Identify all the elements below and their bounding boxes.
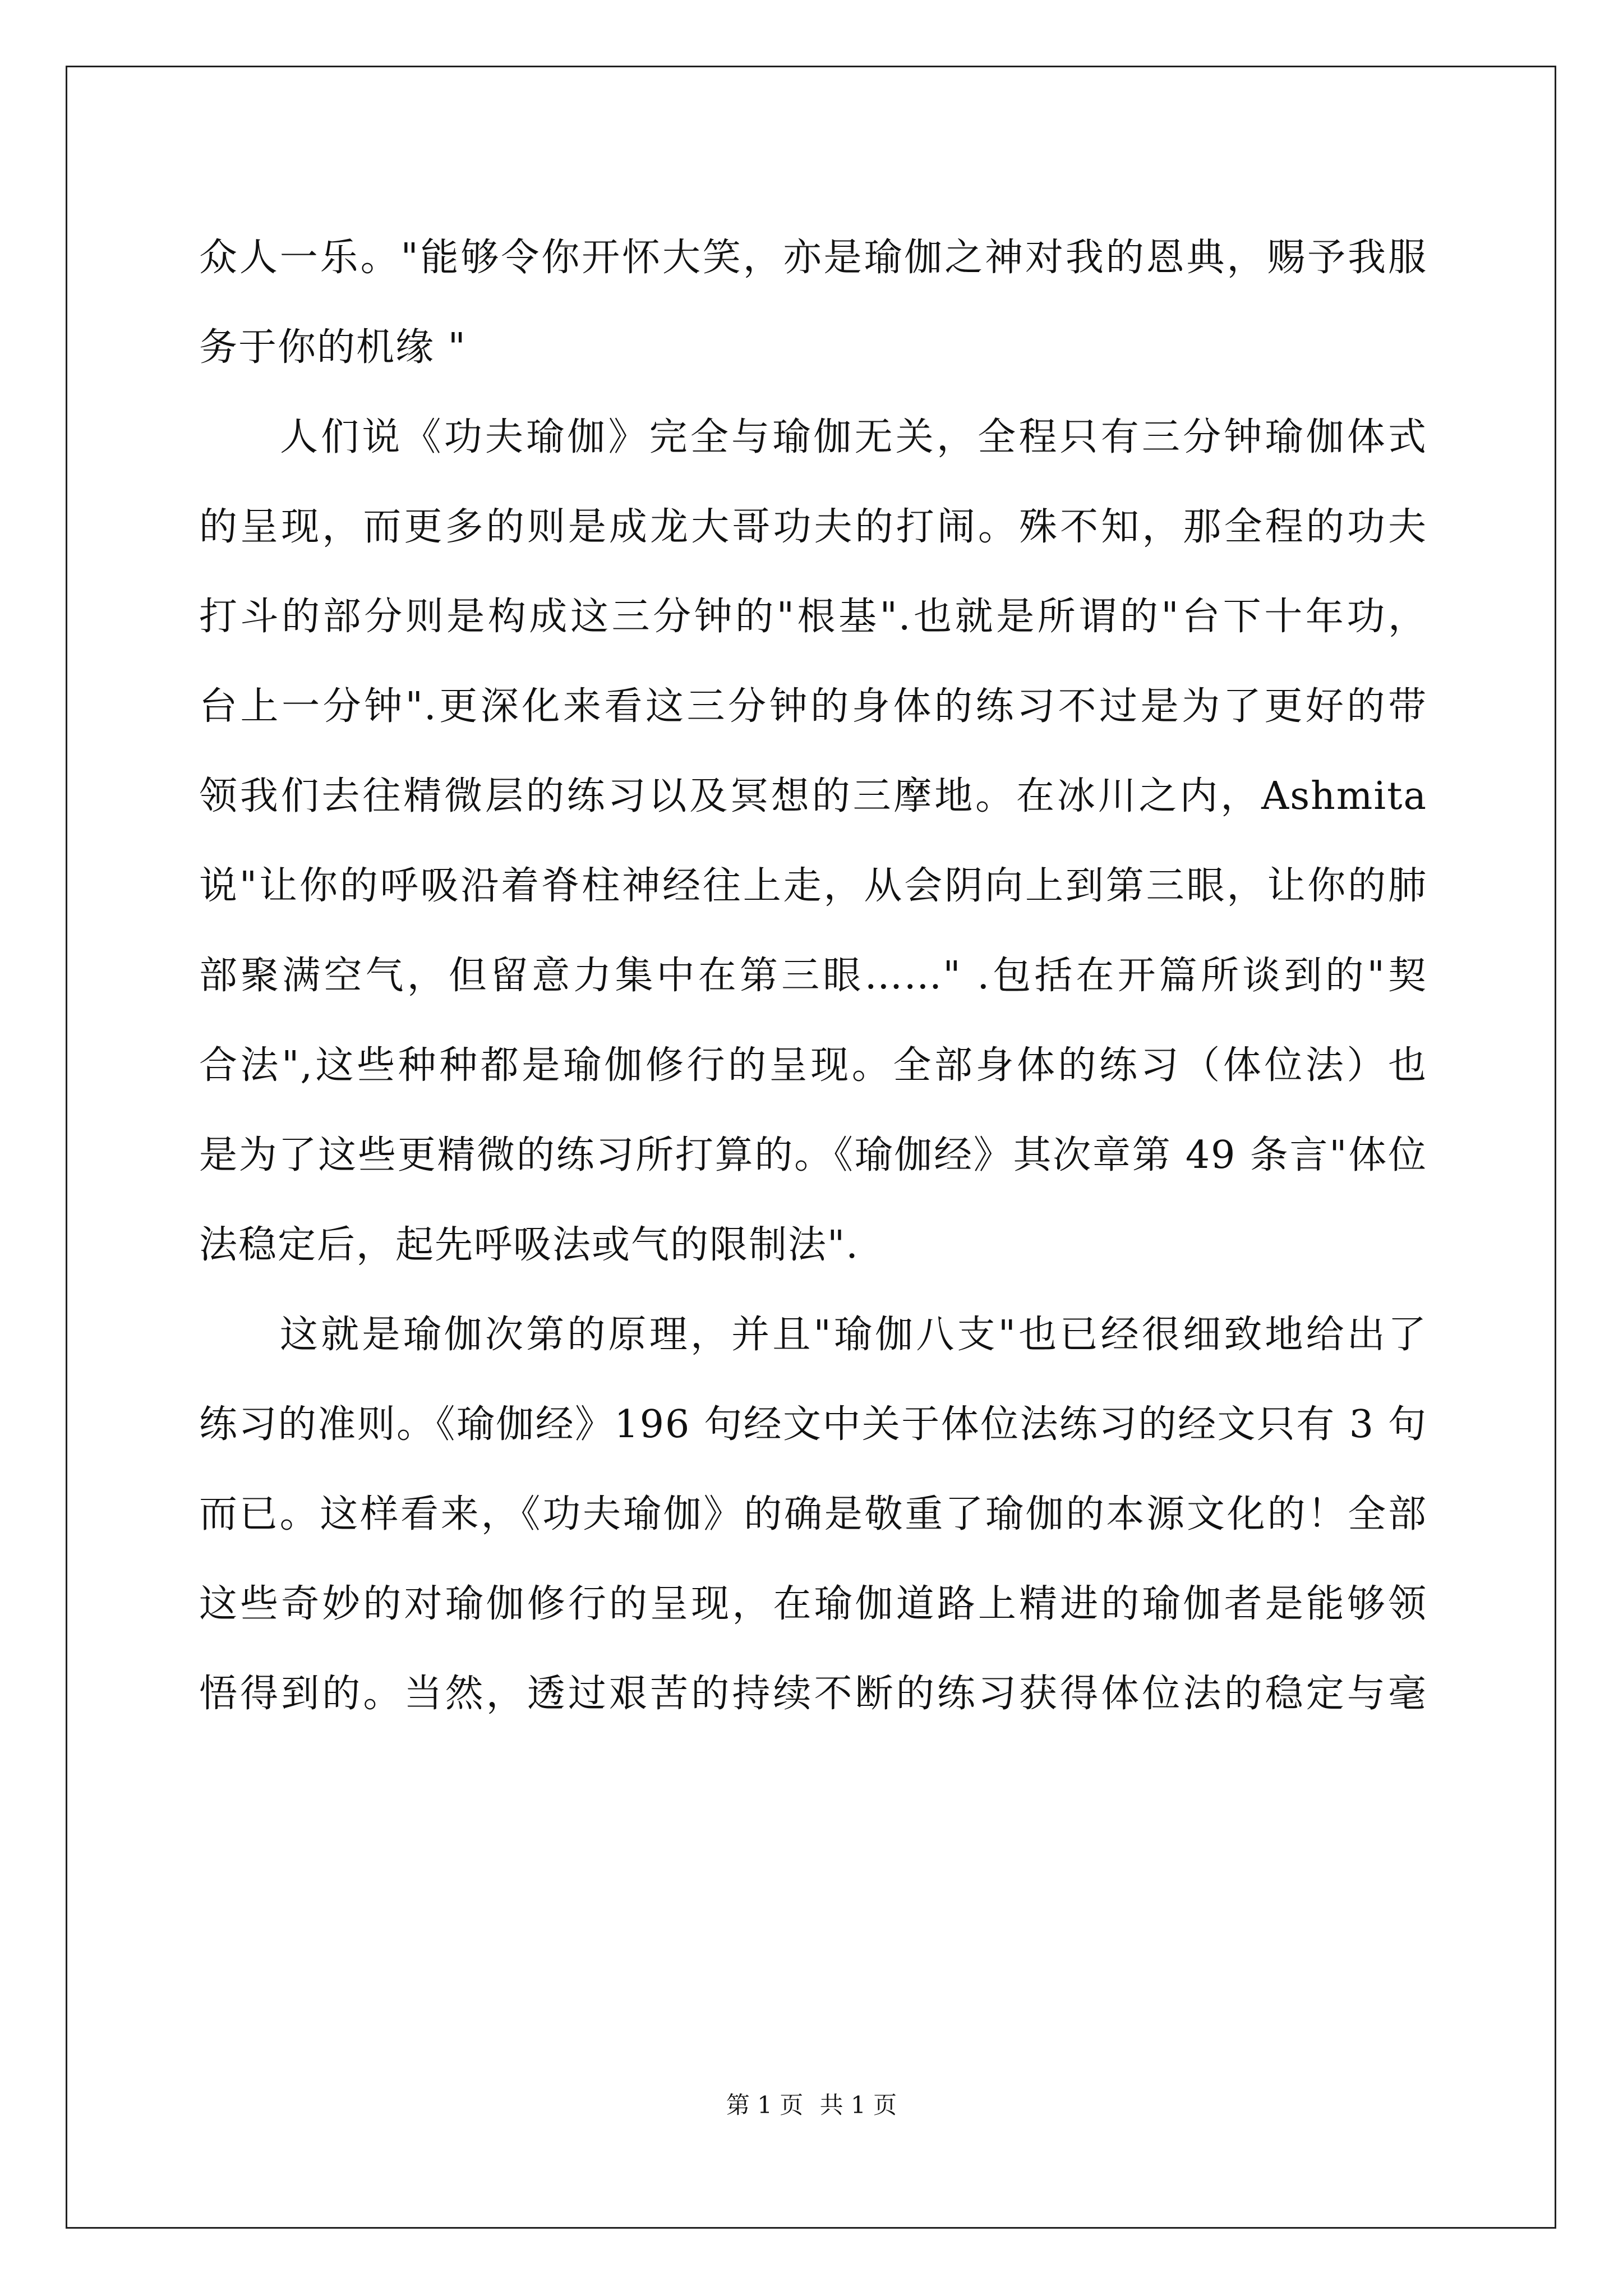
- text-line: 台上一分钟".更深化来看这三分钟的身体的练习不过是为了更好的带: [199, 684, 1427, 729]
- text-line: 说"让你的呼吸沿着脊柱神经往上走，从会阴向上到第三眼，让你的肺: [199, 864, 1427, 908]
- text-line: 这些奇妙的对瑜伽修行的呈现，在瑜伽道路上精进的瑜伽者是能够领: [199, 1582, 1427, 1626]
- paragraph-3: [199, 1290, 1427, 1739]
- text-line: 是为了这些更精微的练习所打算的。《瑜伽经》其次章第 49 条言"体位: [199, 1133, 1427, 1177]
- text-line: 人们说《功夫瑜伽》完全与瑜伽无关，全程只有三分钟瑜伽体式: [280, 415, 1427, 459]
- page-footer: [0, 2087, 1623, 2120]
- text-line: 务于你的机缘 ": [199, 325, 467, 370]
- text-line: 的呈现，而更多的则是成龙大哥功夫的打闹。殊不知，那全程的功夫: [199, 505, 1427, 549]
- text-line: 而已。这样看来，《功夫瑜伽》的确是敬重了瑜伽的本源文化的！全部: [199, 1492, 1427, 1536]
- text-line: 众人一乐。"能够令你开怀大笑，亦是瑜伽之神对我的恩典，赐予我服: [199, 236, 1427, 280]
- paragraph-1: [199, 213, 1427, 393]
- page-number: 第 1 页: [726, 2091, 804, 2119]
- paragraph-2: [199, 393, 1427, 1290]
- text-line: 法稳定后，起先呼吸法或气的限制法".: [199, 1223, 859, 1267]
- text-line: 领我们去往精微层的练习以及冥想的三摩地。在冰川之内，Ashmita: [199, 774, 1427, 818]
- text-line: 打斗的部分则是构成这三分钟的"根基".也就是所谓的"台下十年功，: [199, 595, 1427, 639]
- page-total: 共 1 页: [819, 2091, 897, 2119]
- text-line: 练习的准则。《瑜伽经》196 句经文中关于体位法练习的经文只有 3 句: [199, 1402, 1427, 1447]
- text-line: 悟得到的。当然，透过艰苦的持续不断的练习获得体位法的稳定与毫: [199, 1672, 1427, 1716]
- text-line: 部聚满空气，但留意力集中在第三眼……" .包括在开篇所谈到的"契: [199, 954, 1427, 998]
- document-body: [199, 213, 1427, 1739]
- text-line: 这就是瑜伽次第的原理，并且"瑜伽八支"也已经很细致地给出了: [280, 1313, 1427, 1357]
- text-line: 合法",这些种种都是瑜伽修行的呈现。全部身体的练习（体位法）也: [199, 1043, 1427, 1088]
